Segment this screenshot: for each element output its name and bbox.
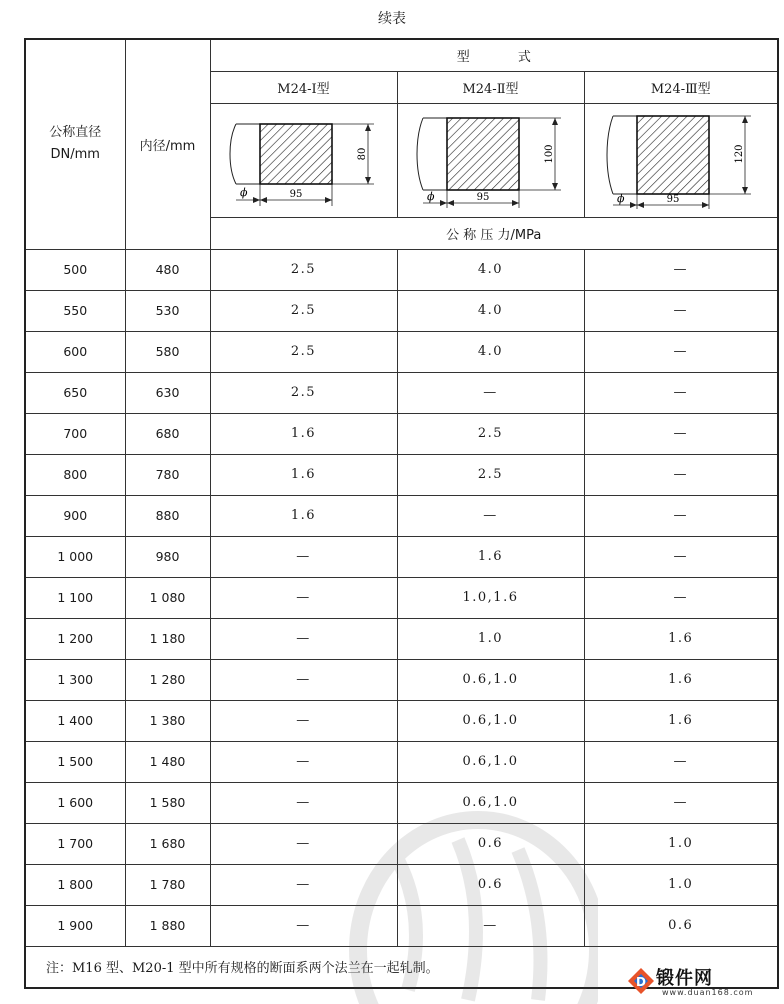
pressure-type-2-cell: —: [397, 495, 584, 536]
pressure-type-3-cell: —: [584, 536, 778, 577]
dn-cell: 500: [25, 249, 125, 290]
pressure-type-3-cell: —: [584, 249, 778, 290]
table-body: [25, 249, 778, 946]
inner-diameter-cell: 680: [125, 413, 210, 454]
height-dim-3: 120: [733, 144, 745, 164]
pressure-type-3-cell: 0.6: [584, 905, 778, 946]
pressure-type-2-cell: 4.0: [397, 331, 584, 372]
dn-cell: 1 500: [25, 741, 125, 782]
cross-section-3-svg: [591, 110, 771, 210]
pressure-type-3-cell: —: [584, 741, 778, 782]
pressure-type-1-cell: —: [210, 618, 397, 659]
table-row: [25, 331, 778, 372]
dn-cell: 1 600: [25, 782, 125, 823]
inner-diameter-cell: 880: [125, 495, 210, 536]
inner-diameter-cell: 780: [125, 454, 210, 495]
pressure-type-1-cell: 2.5: [210, 249, 397, 290]
inner-diameter-cell: 1 380: [125, 700, 210, 741]
inner-diameter-cell: 1 180: [125, 618, 210, 659]
table-row: [25, 782, 778, 823]
pressure-type-3-cell: 1.0: [584, 823, 778, 864]
pressure-type-3-cell: —: [584, 290, 778, 331]
width-dim-1: 95: [289, 189, 302, 200]
header-type-3: M24-Ⅲ型: [584, 71, 778, 103]
pressure-type-1-cell: 2.5: [210, 290, 397, 331]
inner-diameter-cell: 1 680: [125, 823, 210, 864]
table-row: [25, 290, 778, 331]
pressure-type-2-cell: 0.6,1.0: [397, 741, 584, 782]
pressure-type-3-cell: —: [584, 372, 778, 413]
dn-cell: 650: [25, 372, 125, 413]
section-diagram-type-3: [584, 103, 778, 217]
cross-section-1-svg: [214, 110, 394, 210]
section-diagram-type-2: [397, 103, 584, 217]
pressure-type-1-cell: 1.6: [210, 413, 397, 454]
pressure-type-1-cell: —: [210, 823, 397, 864]
dn-cell: 1 400: [25, 700, 125, 741]
header-form: 型 式: [210, 39, 778, 71]
pressure-type-2-cell: 1.0,1.6: [397, 577, 584, 618]
dn-cell: 550: [25, 290, 125, 331]
pressure-type-1-cell: —: [210, 536, 397, 577]
pressure-type-1-cell: —: [210, 905, 397, 946]
pressure-type-1-cell: —: [210, 700, 397, 741]
pressure-type-2-cell: 4.0: [397, 249, 584, 290]
phi-symbol-2: ϕ: [426, 190, 434, 203]
spec-table: [24, 38, 779, 989]
width-dim-3: 95: [666, 194, 680, 205]
pressure-type-1-cell: —: [210, 741, 397, 782]
pressure-type-1-cell: 1.6: [210, 454, 397, 495]
inner-diameter-cell: 1 280: [125, 659, 210, 700]
height-dim-1: 80: [356, 147, 368, 161]
header-dn-line1: 公称直径: [49, 125, 102, 141]
pressure-type-3-cell: —: [584, 577, 778, 618]
table-row: [25, 618, 778, 659]
header-type-2: M24-Ⅱ型: [397, 71, 584, 103]
pressure-type-2-cell: —: [397, 372, 584, 413]
logo-url: www.duan168.com: [662, 988, 754, 997]
pressure-type-1-cell: —: [210, 864, 397, 905]
dn-cell: 1 200: [25, 618, 125, 659]
dn-cell: 600: [25, 331, 125, 372]
pressure-type-3-cell: 1.6: [584, 700, 778, 741]
logo-mark-letter: D: [636, 975, 646, 989]
cross-section-2-svg: [401, 110, 581, 210]
dn-cell: 900: [25, 495, 125, 536]
pressure-type-1-cell: 2.5: [210, 331, 397, 372]
dn-cell: 1 900: [25, 905, 125, 946]
dn-cell: 1 800: [25, 864, 125, 905]
inner-diameter-cell: 1 480: [125, 741, 210, 782]
table-row: [25, 372, 778, 413]
pressure-type-3-cell: —: [584, 331, 778, 372]
inner-diameter-cell: 630: [125, 372, 210, 413]
logo-mark-icon: [626, 966, 656, 996]
pressure-type-3-cell: —: [584, 782, 778, 823]
table-row: [25, 741, 778, 782]
pressure-type-3-cell: 1.6: [584, 659, 778, 700]
inner-diameter-cell: 1 580: [125, 782, 210, 823]
page-title: 续表: [378, 11, 406, 27]
width-dim-2: 95: [476, 192, 489, 203]
header-inner-diameter: 内径/mm: [125, 39, 210, 249]
pressure-type-2-cell: 2.5: [397, 413, 584, 454]
inner-diameter-cell: 1 880: [125, 905, 210, 946]
pressure-type-2-cell: 1.0: [397, 618, 584, 659]
dn-cell: 800: [25, 454, 125, 495]
dn-cell: 1 000: [25, 536, 125, 577]
dn-cell: 1 100: [25, 577, 125, 618]
site-logo: [626, 964, 776, 1004]
pressure-type-2-cell: 0.6,1.0: [397, 659, 584, 700]
pressure-type-1-cell: —: [210, 659, 397, 700]
pressure-type-2-cell: 0.6,1.0: [397, 700, 584, 741]
dn-cell: 700: [25, 413, 125, 454]
header-pressure: 公 称 压 力/MPa: [210, 217, 778, 249]
table-row: [25, 823, 778, 864]
inner-diameter-cell: 1 080: [125, 577, 210, 618]
pressure-type-1-cell: 1.6: [210, 495, 397, 536]
inner-diameter-cell: 980: [125, 536, 210, 577]
table-row: [25, 905, 778, 946]
pressure-type-2-cell: 1.6: [397, 536, 584, 577]
table-row: [25, 659, 778, 700]
table-note: 注：M16 型、M20-1 型中所有规格的断面系两个法兰在一起轧制。: [25, 946, 778, 988]
table-row: [25, 249, 778, 290]
table-row: [25, 700, 778, 741]
inner-diameter-cell: 480: [125, 249, 210, 290]
pressure-type-2-cell: 0.6: [397, 823, 584, 864]
header-dn-line2: DN/mm: [50, 147, 100, 163]
table-row: [25, 864, 778, 905]
inner-diameter-cell: 580: [125, 331, 210, 372]
dn-cell: 1 700: [25, 823, 125, 864]
table-row: [25, 495, 778, 536]
pressure-type-1-cell: —: [210, 577, 397, 618]
table-row: [25, 454, 778, 495]
header-dn: [25, 39, 125, 249]
phi-symbol-1: ϕ: [239, 186, 247, 199]
pressure-type-2-cell: 0.6: [397, 864, 584, 905]
pressure-type-1-cell: —: [210, 782, 397, 823]
table-row: [25, 536, 778, 577]
inner-diameter-cell: 1 780: [125, 864, 210, 905]
pressure-type-3-cell: —: [584, 495, 778, 536]
table-row: [25, 577, 778, 618]
dn-cell: 1 300: [25, 659, 125, 700]
phi-symbol-3: ϕ: [616, 192, 625, 205]
pressure-type-3-cell: —: [584, 413, 778, 454]
pressure-type-2-cell: —: [397, 905, 584, 946]
height-dim-2: 100: [543, 144, 555, 164]
header-row-form: [25, 39, 778, 71]
pressure-type-2-cell: 4.0: [397, 290, 584, 331]
pressure-type-3-cell: —: [584, 454, 778, 495]
pressure-type-3-cell: 1.0: [584, 864, 778, 905]
table-row: [25, 413, 778, 454]
pressure-type-2-cell: 0.6,1.0: [397, 782, 584, 823]
pressure-type-3-cell: 1.6: [584, 618, 778, 659]
header-type-1: M24-Ⅰ型: [210, 71, 397, 103]
pressure-type-2-cell: 2.5: [397, 454, 584, 495]
logo-name: 锻件网: [656, 968, 713, 989]
pressure-type-1-cell: 2.5: [210, 372, 397, 413]
inner-diameter-cell: 530: [125, 290, 210, 331]
section-diagram-type-1: [210, 103, 397, 217]
